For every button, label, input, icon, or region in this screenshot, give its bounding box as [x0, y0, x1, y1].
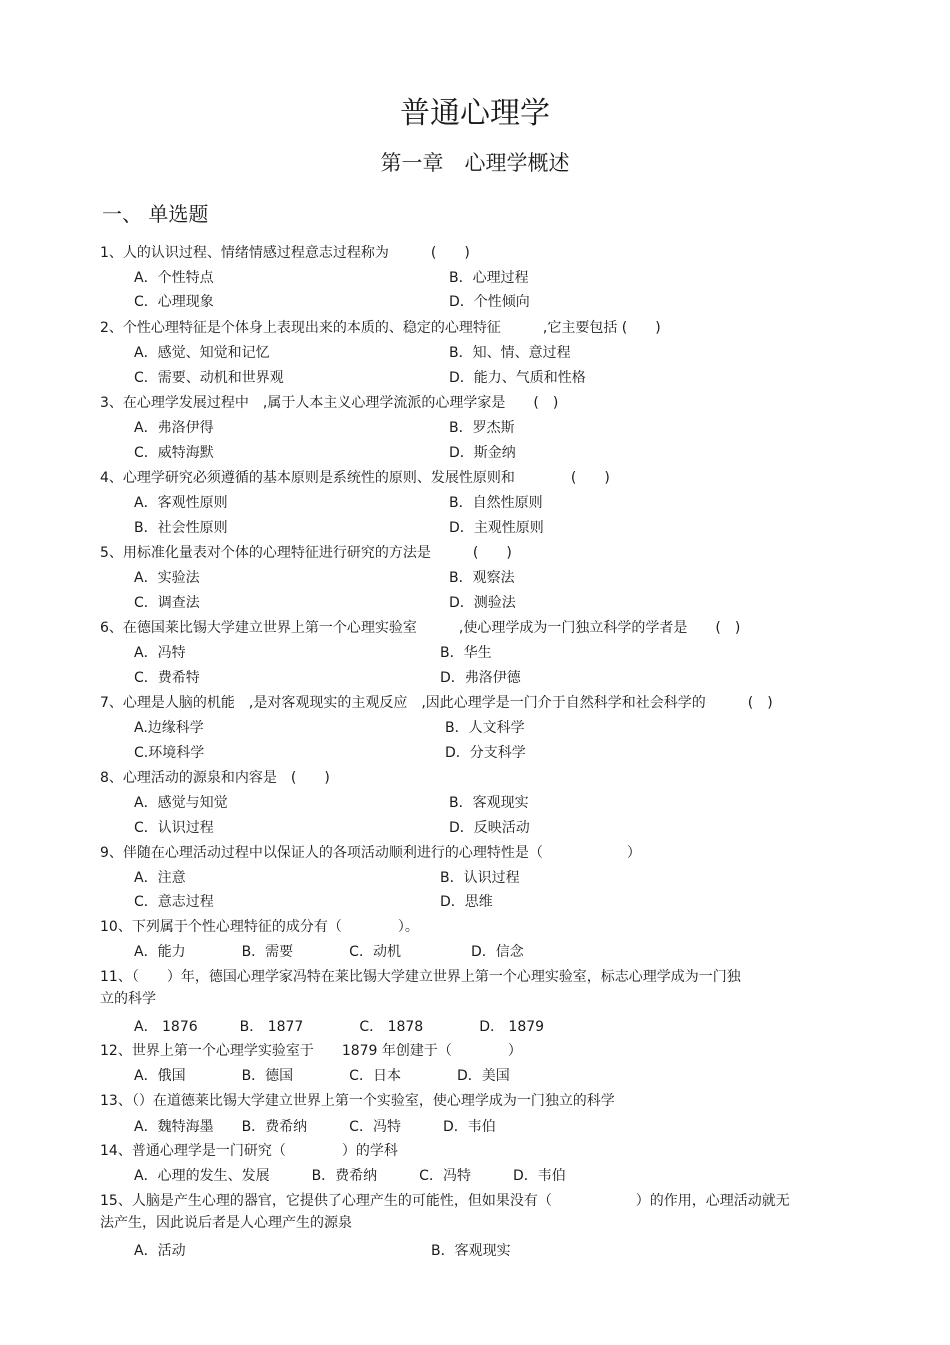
option: D．思维	[440, 894, 493, 910]
option: A．感觉、知觉和记忆	[134, 345, 270, 361]
options-line: A． 1876 B． 1877 C． 1878 D． 1879	[134, 1019, 545, 1035]
section-heading: 一、 单选题	[102, 202, 209, 226]
option: D．反映活动	[449, 820, 530, 836]
question-stem: 12、世界上第一个心理学实验室于 1879 年创建于（ ）	[100, 1043, 522, 1059]
question-stem: 5、用标准化量表对个体的心理特征进行研究的方法是 ( )	[100, 545, 512, 561]
options-line: A．能力 B．需要 C．动机 D．信念	[134, 944, 524, 960]
option: C.环境科学	[134, 745, 205, 761]
option: D．主观性原则	[449, 520, 544, 536]
question-stem: 6、在德国莱比锡大学建立世界上第一个心理实验室 ,使心理学成为一门独立科学的学者是 ( )	[100, 620, 741, 636]
options-line: A．魏特海墨 B．费希纳 C．冯特 D．韦伯	[134, 1119, 496, 1135]
option: B．社会性原则	[134, 520, 228, 536]
option: A．弗洛伊得	[134, 420, 214, 436]
option: B．华生	[440, 645, 492, 661]
option: C．调查法	[134, 595, 200, 611]
option: B．罗杰斯	[449, 420, 515, 436]
option: B．观察法	[449, 570, 515, 586]
question-stem: 14、普通心理学是一门研究（ ）的学科	[100, 1143, 398, 1159]
option: A．注意	[134, 870, 186, 886]
option: C．费希特	[134, 670, 200, 686]
option: B．人文科学	[445, 720, 525, 736]
question-stem: 13、（）在道德莱比锡大学建立世界上第一个实验室，使心理学成为一门独立的科学	[100, 1093, 615, 1109]
option: A．客观性原则	[134, 495, 228, 511]
question-stem: 7、心理是人脑的机能 ,是对客观现实的主观反应 ,因此心理学是一门介于自然科学和社会科学的 ( )	[100, 695, 773, 711]
option: C．意志过程	[134, 894, 214, 910]
option: D．分支科学	[445, 745, 526, 761]
option: D．能力、气质和性格	[449, 370, 586, 386]
options-line: A．心理的发生、发展 B．费希纳 C．冯特 D．韦伯	[134, 1168, 566, 1184]
option: A．实验法	[134, 570, 200, 586]
question-stem: 8、心理活动的源泉和内容是 ( )	[100, 770, 330, 786]
option: C．威特海默	[134, 445, 214, 461]
question-stem: 4、心理学研究必须遵循的基本原则是系统性的原则、发展性原则和 ( )	[100, 470, 610, 486]
option: B．认识过程	[440, 870, 520, 886]
option: D．个性倾向	[449, 294, 530, 310]
option: C．认识过程	[134, 820, 214, 836]
page-title: 普通心理学	[400, 96, 550, 131]
question-stem-continued: 立的科学	[100, 991, 156, 1007]
option: C．心理现象	[134, 294, 214, 310]
question-stem: 1、人的认识过程、情绪情感过程意志过程称为 ( )	[100, 245, 470, 261]
option: B．客观现实	[449, 795, 529, 811]
option: A．活动	[134, 1243, 186, 1259]
option: D．弗洛伊德	[440, 670, 521, 686]
option: C．需要、动机和世界观	[134, 370, 284, 386]
question-stem: 9、伴随在心理活动过程中以保证人的各项活动顺利进行的心理特性是（ ）	[100, 845, 641, 861]
option: B．客观现实	[431, 1243, 511, 1259]
question-stem: 15、人脑是产生心理的器官，它提供了心理产生的可能性，但如果没有（ ）的作用，心理活动就无	[100, 1193, 790, 1209]
option: D．测验法	[449, 595, 516, 611]
option: D．斯金纳	[449, 445, 516, 461]
options-line: A．俄国 B．德国 C．日本 D．美国	[134, 1068, 510, 1084]
question-stem: 3、在心理学发展过程中 ,属于人本主义心理学流派的心理学家是 ( )	[100, 395, 559, 411]
option: A．冯特	[134, 645, 186, 661]
chapter-heading: 第一章 心理学概述	[380, 151, 570, 175]
option: A．个性特点	[134, 270, 214, 286]
question-stem: 2、个性心理特征是个体身上表现出来的本质的、稳定的心理特征 ,它主要包括 ( )	[100, 320, 661, 336]
option: B．知、情、意过程	[449, 345, 571, 361]
option: A.边缘科学	[134, 720, 204, 736]
option: B．自然性原则	[449, 495, 543, 511]
question-stem: 10、下列属于个性心理特征的成分有（ ）。	[100, 919, 419, 935]
option: A．感觉与知觉	[134, 795, 228, 811]
question-stem: 11、（ ）年，德国心理学家冯特在莱比锡大学建立世界上第一个心理实验室，标志心理学成为一门独	[100, 969, 741, 985]
option: B．心理过程	[449, 270, 529, 286]
question-stem-continued: 法产生，因此说后者是人心理产生的源泉	[100, 1215, 352, 1231]
